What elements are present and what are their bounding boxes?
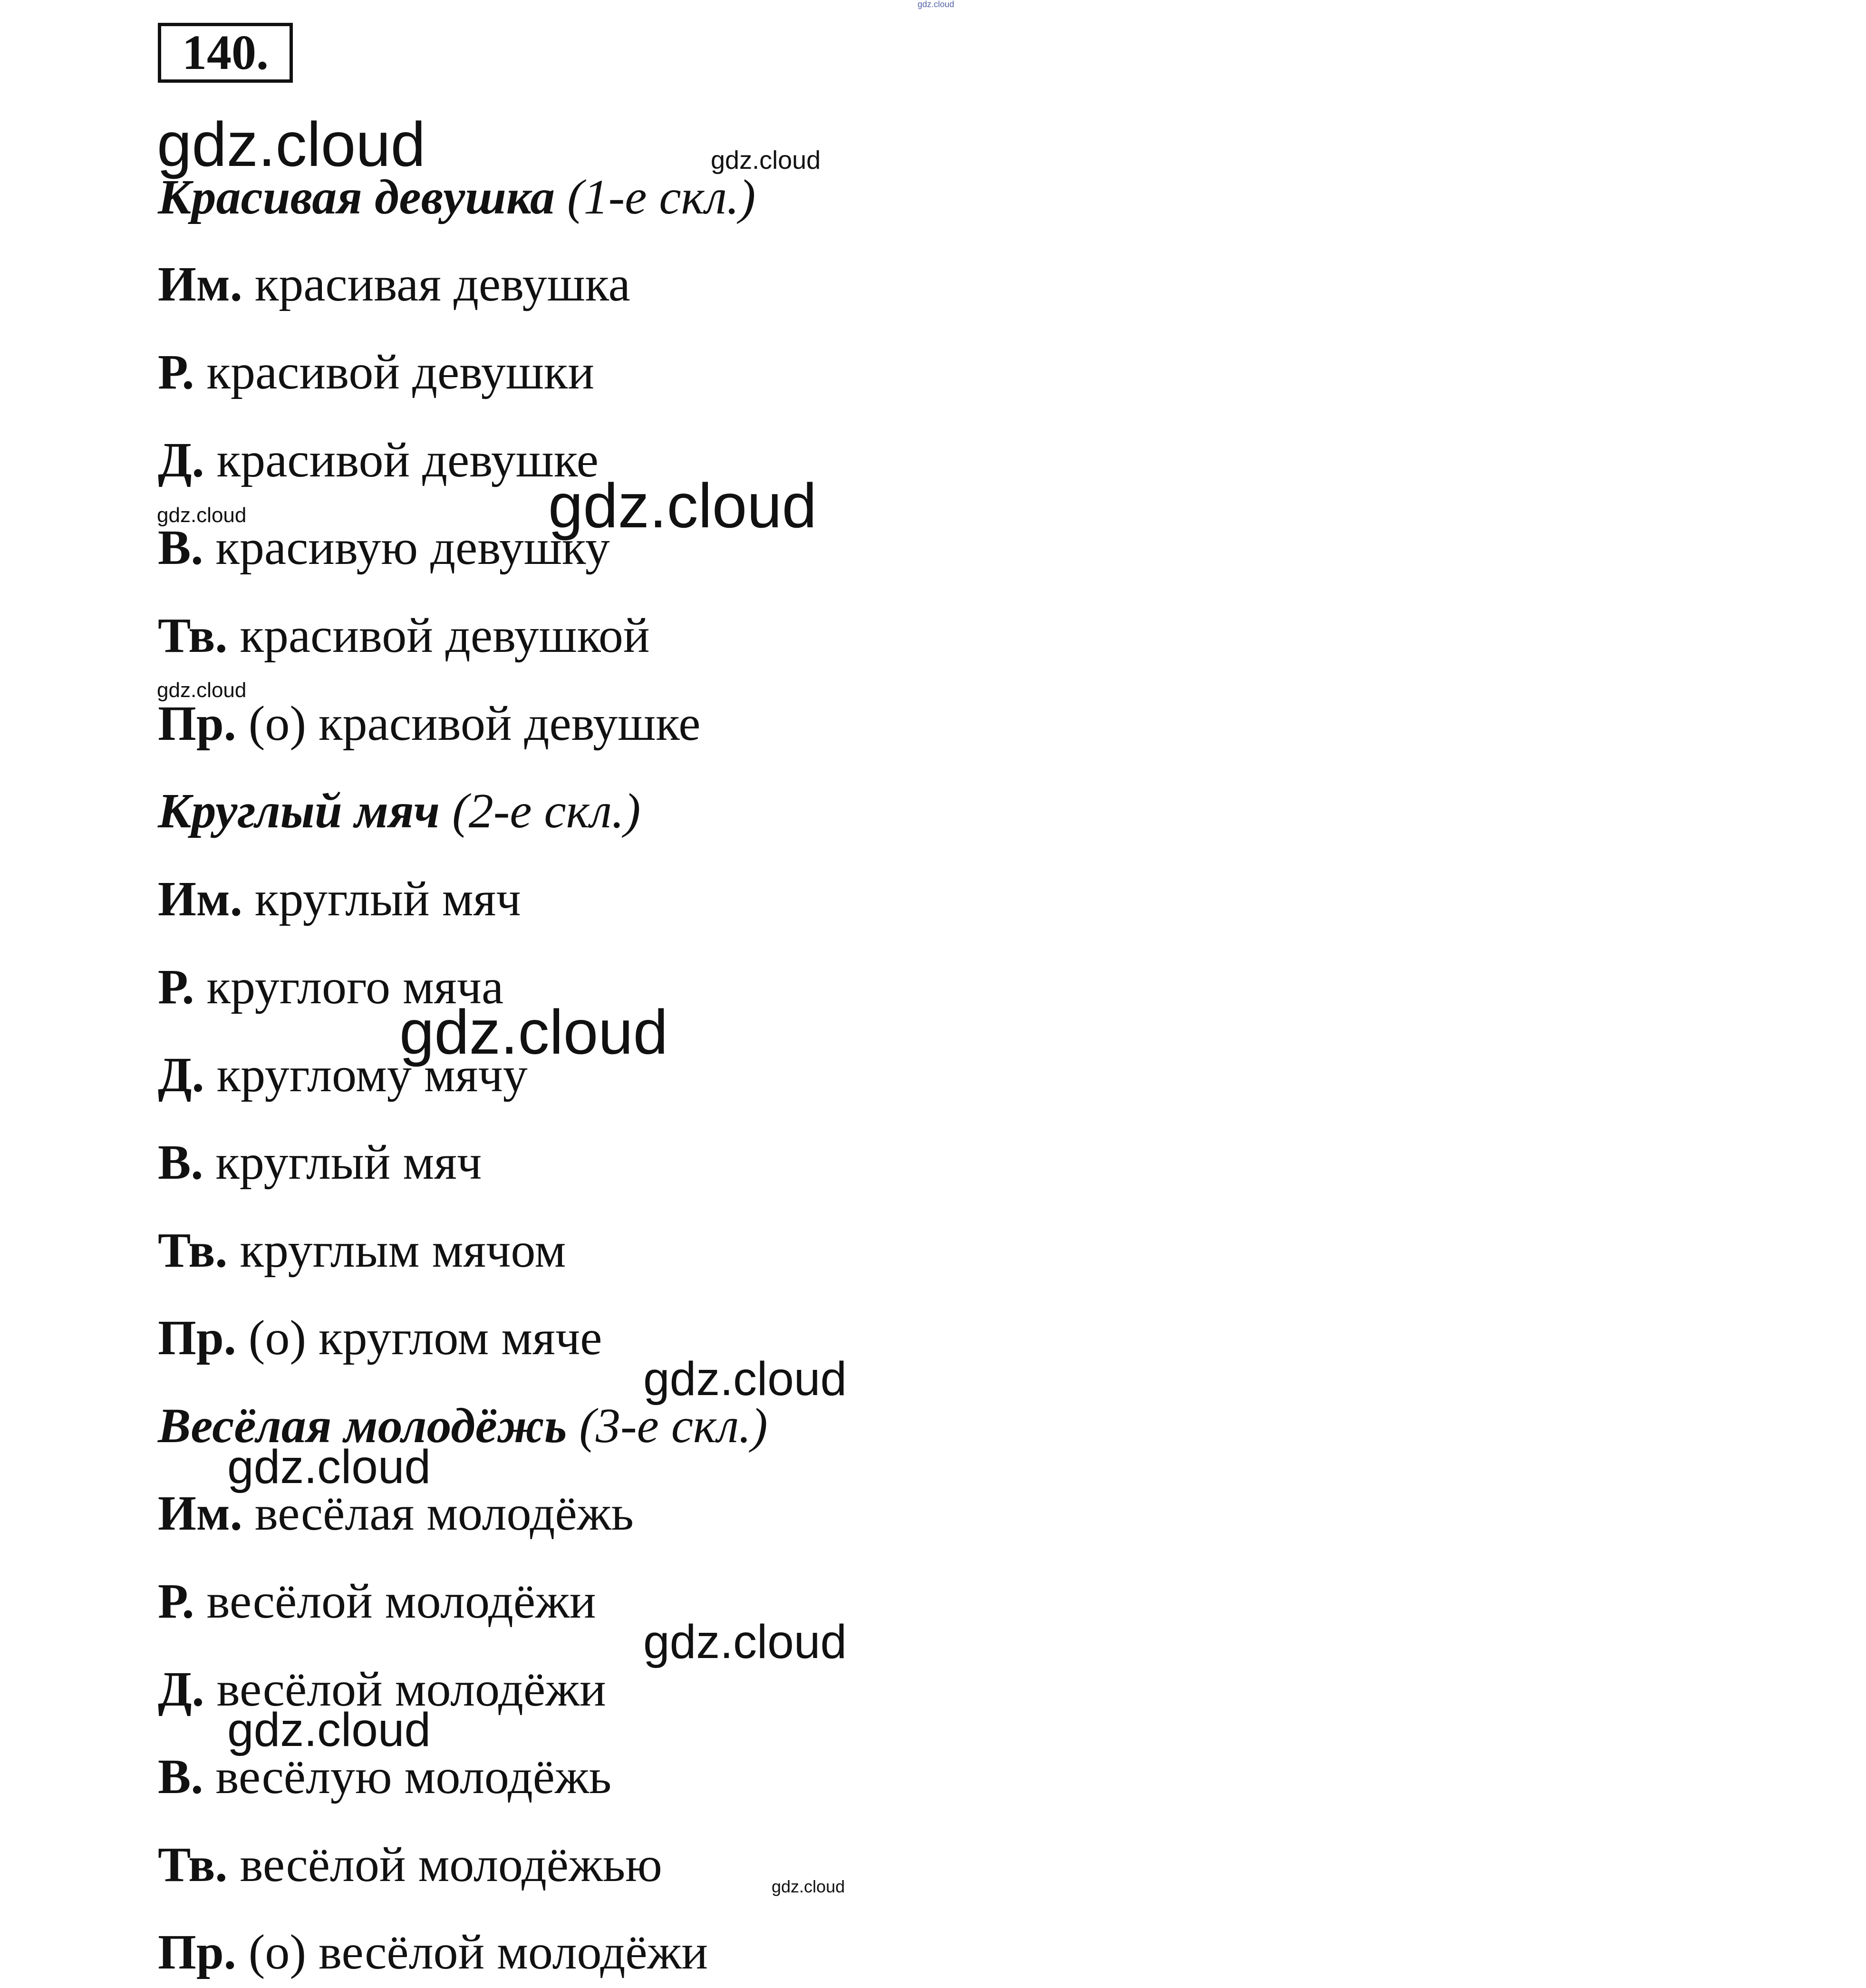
case-form: красивую девушку bbox=[215, 520, 610, 575]
heading-phrase: Красивая девушка bbox=[158, 170, 555, 224]
case-form: круглого мяча bbox=[206, 960, 504, 1014]
watermark: gdz.cloud bbox=[643, 1615, 847, 1668]
watermark: gdz.cloud bbox=[772, 1877, 845, 1896]
declension-row bbox=[158, 1748, 611, 1805]
case-label: Им. bbox=[158, 1486, 242, 1541]
case-label: Р. bbox=[158, 345, 194, 399]
declension-row bbox=[158, 1485, 634, 1542]
case-form: весёлой молодёжи bbox=[206, 1574, 596, 1629]
heading-declension: (2-е скл.) bbox=[452, 784, 641, 838]
case-form: (о) красивой девушке bbox=[248, 696, 701, 751]
case-label: Пр. bbox=[158, 696, 236, 751]
case-form: круглому мячу bbox=[216, 1047, 528, 1102]
declension-row bbox=[158, 432, 599, 489]
watermark: gdz.cloud bbox=[157, 504, 247, 527]
declension-row bbox=[158, 607, 650, 664]
heading-declension: (1-е скл.) bbox=[567, 170, 756, 224]
case-label: Им. bbox=[158, 872, 242, 926]
case-form: красивой девушки bbox=[206, 345, 594, 399]
case-label: Тв. bbox=[158, 1837, 228, 1892]
declension-row bbox=[158, 256, 630, 313]
case-label: Пр. bbox=[158, 1925, 236, 1979]
declension-row bbox=[158, 1924, 708, 1981]
watermark: gdz.cloud bbox=[643, 1352, 847, 1406]
watermark: gdz.cloud bbox=[548, 471, 817, 541]
watermark: gdz.cloud bbox=[227, 1703, 431, 1756]
declension-row bbox=[158, 1309, 602, 1367]
watermark: gdz.cloud bbox=[918, 0, 955, 9]
case-form: красивой девушкой bbox=[240, 608, 650, 663]
case-label: Д. bbox=[158, 433, 204, 487]
case-form: круглый мяч bbox=[254, 872, 521, 926]
case-form: (о) круглом мяче bbox=[248, 1310, 602, 1365]
watermark: gdz.cloud bbox=[399, 997, 668, 1067]
watermark: gdz.cloud bbox=[711, 146, 821, 175]
case-form: красивой девушке bbox=[216, 433, 599, 487]
declension-row bbox=[158, 344, 594, 401]
declension-row bbox=[158, 695, 700, 752]
case-form: красивая девушка bbox=[254, 257, 630, 311]
heading-phrase: Весёлая молодёжь bbox=[158, 1398, 567, 1453]
watermark: gdz.cloud bbox=[157, 109, 426, 179]
case-label: В. bbox=[158, 520, 203, 575]
case-label: Р. bbox=[158, 1574, 194, 1629]
case-form: весёлой молодёжью bbox=[240, 1837, 662, 1892]
watermark: gdz.cloud bbox=[157, 679, 247, 702]
section-heading bbox=[158, 783, 640, 840]
case-label: В. bbox=[158, 1135, 203, 1190]
case-form: круглым мячом bbox=[240, 1223, 566, 1278]
declension-row bbox=[158, 1222, 566, 1279]
case-form: весёлую молодёжь bbox=[215, 1749, 612, 1804]
case-form: весёлая молодёжь bbox=[254, 1486, 634, 1541]
case-form: (о) весёлой молодёжи bbox=[248, 1925, 708, 1979]
declension-row bbox=[158, 1836, 662, 1893]
case-label: Пр. bbox=[158, 1310, 236, 1365]
case-label: Д. bbox=[158, 1047, 204, 1102]
declension-row bbox=[158, 1573, 596, 1630]
case-form: весёлой молодёжи bbox=[216, 1662, 606, 1716]
heading-phrase: Круглый мяч bbox=[158, 784, 440, 838]
case-label: Р. bbox=[158, 960, 194, 1014]
heading-declension: (3-е скл.) bbox=[579, 1398, 768, 1453]
case-label: Д. bbox=[158, 1662, 204, 1716]
case-label: Тв. bbox=[158, 608, 228, 663]
declension-row bbox=[158, 1134, 482, 1191]
watermark: gdz.cloud bbox=[227, 1440, 431, 1493]
declension-row bbox=[158, 519, 610, 576]
case-label: Им. bbox=[158, 257, 242, 311]
case-label: В. bbox=[158, 1749, 203, 1804]
exercise-number: 140. bbox=[158, 23, 293, 83]
case-form: круглый мяч bbox=[215, 1135, 482, 1190]
declension-row bbox=[158, 871, 521, 928]
case-label: Тв. bbox=[158, 1223, 228, 1278]
